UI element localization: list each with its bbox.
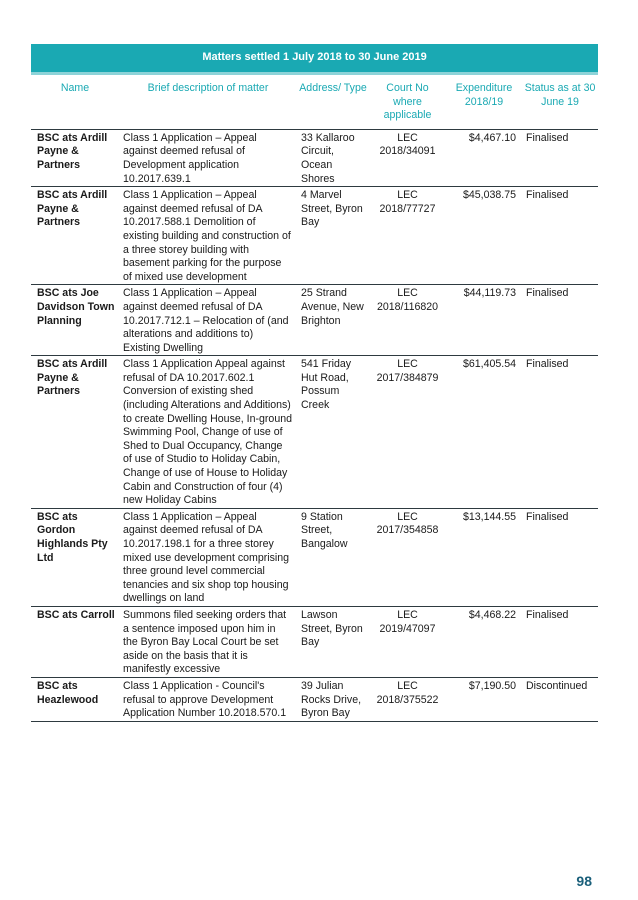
table-row <box>31 285 598 356</box>
cell-address: 39 Julian Rocks Drive, Byron Bay <box>297 677 369 721</box>
cell-court: LEC 2018/116820 <box>369 285 446 356</box>
cell-court: LEC 2018/375522 <box>369 677 446 721</box>
cell-description: Summons filed seeking orders that a sentence imposed upon him in the Byron Bay Local Court be set aside on the basis that it is manifestly excessive <box>119 606 297 677</box>
cell-description: Class 1 Application – Appeal against deemed refusal of DA 10.2017.198.1 for a three storey mixed use development comprising three ground level commercial tenancies and six shop top housing dwellings on land <box>119 508 297 606</box>
cell-name: BSC ats Ardill Payne & Partners <box>31 356 119 509</box>
cell-status: Finalised <box>522 606 598 677</box>
cell-name: BSC ats Ardill Payne & Partners <box>31 187 119 285</box>
cell-description: Class 1 Application – Appeal against deemed refusal of DA 10.2017.712.1 – Relocation of (and alterations and additions to) Existing Dwelling <box>119 285 297 356</box>
table-row <box>31 129 598 186</box>
cell-name: BSC ats Heazlewood <box>31 677 119 721</box>
table-row <box>31 356 598 509</box>
cell-expenditure: $44,119.73 <box>446 285 522 356</box>
table-title-row <box>31 44 598 74</box>
cell-status: Finalised <box>522 356 598 509</box>
table-row <box>31 508 598 606</box>
cell-address: 541 Friday Hut Road, Possum Creek <box>297 356 369 509</box>
page-number: 98 <box>576 873 592 889</box>
table-row <box>31 187 598 285</box>
table-title: Matters settled 1 July 2018 to 30 June 2019 <box>31 44 598 74</box>
cell-status: Finalised <box>522 285 598 356</box>
table-row <box>31 606 598 677</box>
cell-name: BSC ats Carroll <box>31 606 119 677</box>
cell-name: BSC ats Gordon Highlands Pty Ltd <box>31 508 119 606</box>
cell-name: BSC ats Joe Davidson Town Planning <box>31 285 119 356</box>
cell-description: Class 1 Application – Appeal against deemed refusal of DA 10.2017.588.1 Demolition of existing building and construction of a three storey building with basement parking for the purpose of mixed use development <box>119 187 297 285</box>
matters-table-container <box>31 44 598 722</box>
header-status: Status as at 30 June 19 <box>524 82 596 108</box>
cell-status: Finalised <box>522 187 598 285</box>
cell-address: 33 Kallaroo Circuit, Ocean Shores <box>297 129 369 186</box>
cell-expenditure: $4,467.10 <box>446 129 522 186</box>
cell-expenditure: $13,144.55 <box>446 508 522 606</box>
cell-status: Finalised <box>522 508 598 606</box>
cell-expenditure: $7,190.50 <box>446 677 522 721</box>
header-description: Brief description of matter <box>147 82 269 94</box>
cell-address: 9 Station Street, Bangalow <box>297 508 369 606</box>
header-name: Name <box>60 82 90 94</box>
cell-description: Class 1 Application – Appeal against deemed refusal of Development application 10.2017.639.1 <box>119 129 297 186</box>
cell-address: 4 Marvel Street, Byron Bay <box>297 187 369 285</box>
cell-expenditure: $61,405.54 <box>446 356 522 509</box>
cell-court: LEC 2017/384879 <box>369 356 446 509</box>
table-header-row <box>31 74 598 130</box>
cell-address: 25 Strand Avenue, New Brighton <box>297 285 369 356</box>
cell-description: Class 1 Application Appeal against refusal of DA 10.2017.602.1 Conversion of existing shed (including Alterations and Additions) to create Dwelling House, In-ground Swimming Pool, Change of use of Shed to Dual Occupancy, Change of use of Studio to Holiday Cabin, Change of use of House to Holiday Cabin and Construction of four (4) new Holiday Cabins <box>119 356 297 509</box>
cell-court: LEC 2018/77727 <box>369 187 446 285</box>
header-expenditure: Expenditure 2018/19 <box>455 82 513 108</box>
cell-name: BSC ats Ardill Payne & Partners <box>31 129 119 186</box>
table-row <box>31 677 598 721</box>
header-court: Court No where applicable <box>383 82 432 122</box>
header-address: Address/ Type <box>299 82 367 94</box>
cell-address: Lawson Street, Byron Bay <box>297 606 369 677</box>
cell-expenditure: $4,468.22 <box>446 606 522 677</box>
cell-court: LEC 2019/47097 <box>369 606 446 677</box>
cell-status: Discontinued <box>522 677 598 721</box>
cell-status: Finalised <box>522 129 598 186</box>
cell-expenditure: $45,038.75 <box>446 187 522 285</box>
matters-settled-table <box>31 44 598 722</box>
cell-court: LEC 2018/34091 <box>369 129 446 186</box>
cell-court: LEC 2017/354858 <box>369 508 446 606</box>
cell-description: Class 1 Application - Council's refusal to approve Development Application Number 10.2018.570.1 <box>119 677 297 721</box>
